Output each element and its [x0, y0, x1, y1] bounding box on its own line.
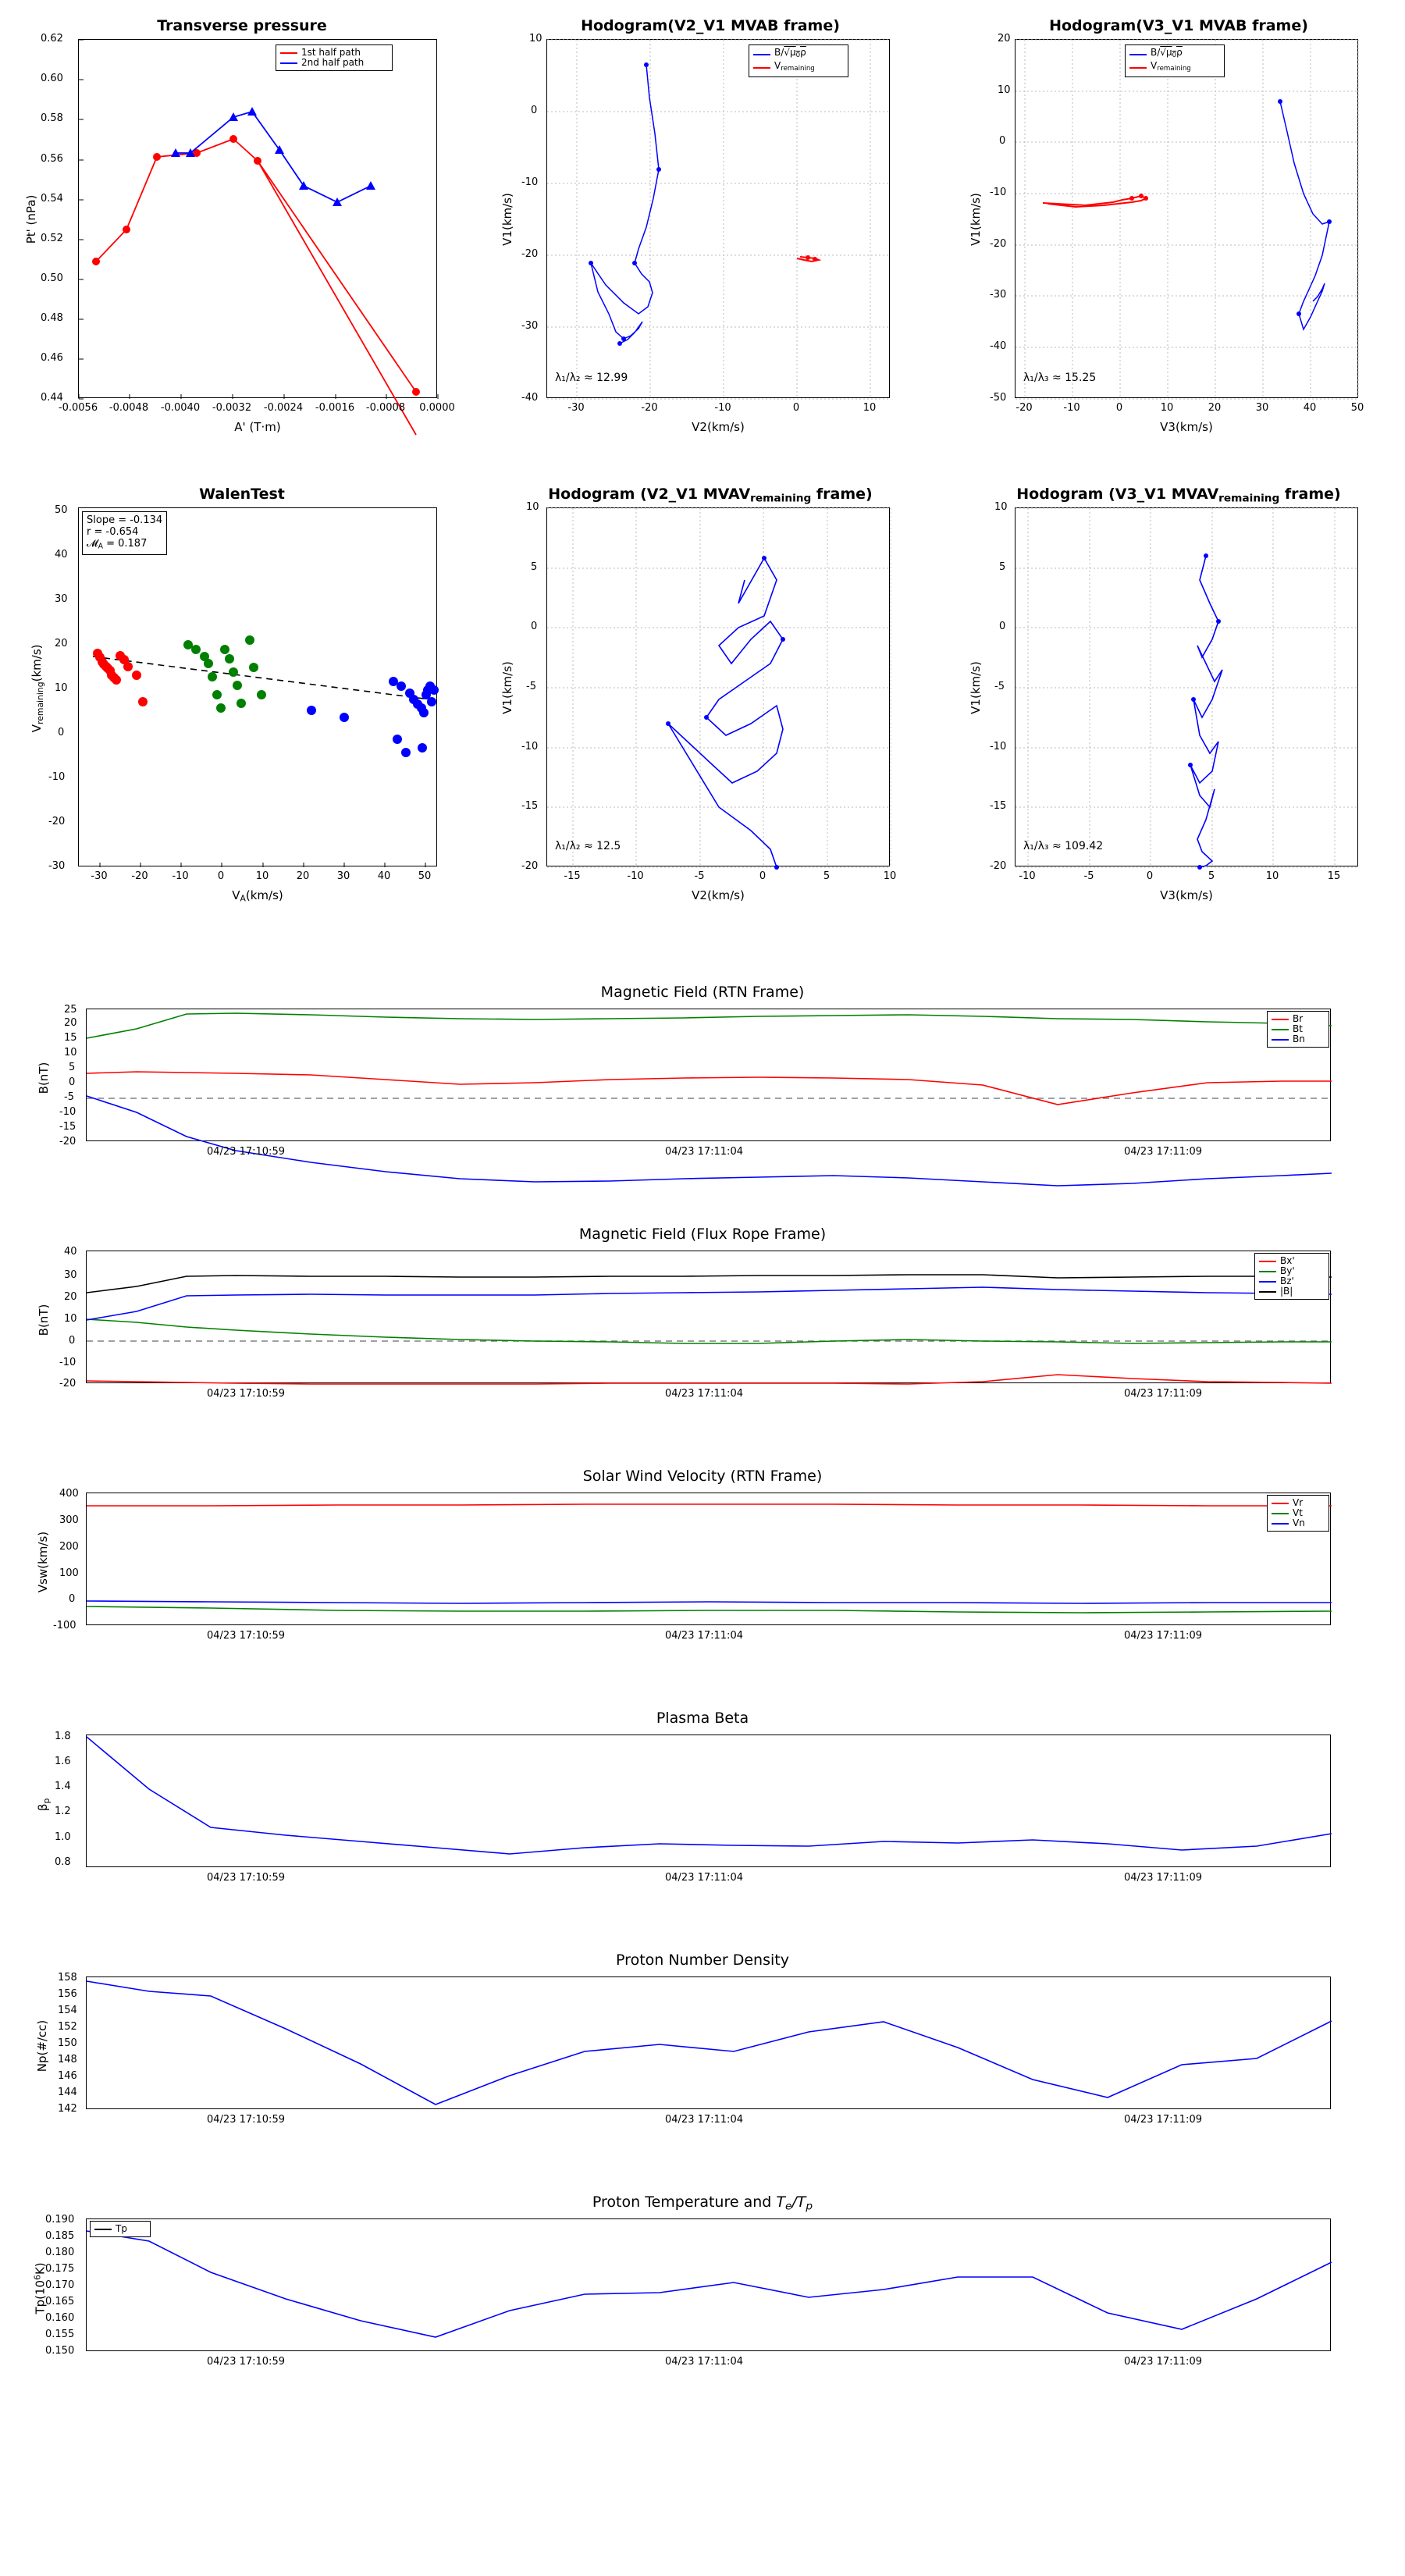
- x-tick: -10: [1063, 402, 1080, 414]
- y-tick: 0.46: [41, 352, 63, 364]
- y-tick: -20: [59, 1136, 76, 1147]
- y-tick: 1.0: [55, 1831, 71, 1843]
- panel-title: Hodogram(V3_V1 MVAB frame): [1049, 17, 1308, 34]
- walen-test-plot: [79, 508, 438, 867]
- proton-number-density-plot: [87, 1977, 1332, 2110]
- panel-transverse-pressure: [0, 0, 468, 453]
- x-tick: 15: [1327, 870, 1341, 882]
- x-tick: 04/23 17:11:04: [665, 1872, 743, 1884]
- y-axis-label: V1(km/s): [969, 661, 983, 714]
- x-tick: -30: [91, 870, 108, 882]
- panel-title: Magnetic Field (RTN Frame): [600, 984, 805, 1001]
- y-axis-label: $\beta_p$: [36, 1798, 52, 1812]
- plot-area: [86, 2218, 1331, 2351]
- plot-area: [86, 1251, 1331, 1383]
- y-tick: 40: [64, 1246, 77, 1258]
- legend-swatch-red: [753, 67, 770, 69]
- legend: [749, 44, 848, 77]
- y-tick: 0.185: [45, 2230, 75, 2242]
- y-tick: -20: [48, 816, 66, 827]
- x-tick: 04/23 17:11:09: [1124, 1388, 1202, 1400]
- x-tick: 04/23 17:10:59: [207, 2114, 285, 2126]
- panel-title: Proton Temperature and $T_e/T_p$: [592, 2194, 813, 2213]
- plot-area: [1015, 507, 1358, 866]
- x-tick: 40: [1303, 402, 1317, 414]
- y-tick: 0.50: [41, 272, 63, 284]
- x-tick: -0.0048: [108, 402, 149, 414]
- y-tick: 5: [531, 561, 538, 573]
- panel-hodogram-v3v1-mvav: [937, 468, 1405, 921]
- y-tick: 1.2: [55, 1806, 71, 1817]
- y-tick: 156: [58, 1988, 77, 2000]
- x-tick: 04/23 17:11:04: [665, 1146, 743, 1158]
- y-tick: -15: [521, 800, 539, 812]
- y-tick: 30: [64, 1269, 77, 1281]
- y-tick: -30: [990, 289, 1007, 301]
- legend-swatch-vr: [1272, 1503, 1289, 1504]
- y-tick: 146: [58, 2070, 77, 2082]
- legend-item: [1129, 48, 1220, 61]
- y-tick: 10: [529, 33, 542, 44]
- x-tick: 0: [1115, 402, 1123, 414]
- y-tick: -10: [521, 741, 539, 753]
- y-tick: -10: [521, 176, 539, 188]
- legend-label: By': [1280, 1265, 1295, 1276]
- y-tick: 0.170: [45, 2279, 75, 2291]
- x-tick: 30: [1255, 402, 1269, 414]
- legend-swatch-vt: [1272, 1513, 1289, 1514]
- panel-title: Hodogram(V2_V1 MVAB frame): [581, 17, 840, 34]
- y-tick: -30: [48, 860, 66, 872]
- hodogram-v3v1-mvab-plot: [1016, 40, 1359, 399]
- legend-swatch-by: [1259, 1271, 1276, 1272]
- y-tick: 148: [58, 2054, 77, 2065]
- y-tick: 0.150: [45, 2345, 75, 2357]
- x-tick: 04/23 17:10:59: [207, 1146, 285, 1158]
- y-tick: 150: [58, 2037, 77, 2049]
- panel-title: Magnetic Field (Flux Rope Frame): [578, 1226, 827, 1243]
- y-axis-label: Np(#/cc): [35, 2019, 49, 2073]
- y-tick: -15: [59, 1121, 76, 1133]
- plot-area: [1015, 39, 1358, 398]
- x-tick: -10: [627, 870, 644, 882]
- hodogram-v2v1-mvab-plot: [547, 40, 891, 399]
- legend-label: $V_{remaining}$: [1151, 60, 1191, 73]
- legend-label: $B/√\mu_0\rho$: [774, 47, 806, 60]
- x-tick: 40: [377, 870, 391, 882]
- y-tick: 144: [58, 2087, 77, 2098]
- proton-temperature-plot: [87, 2219, 1332, 2352]
- y-tick: 400: [59, 1488, 79, 1500]
- legend-item: [280, 58, 388, 68]
- y-tick: 15: [64, 1032, 77, 1044]
- y-tick: 20: [64, 1017, 77, 1029]
- x-axis-label: $V_A(km/s)$: [232, 888, 283, 904]
- panel-title: Transverse pressure: [157, 17, 327, 34]
- x-tick: 0: [759, 870, 767, 882]
- x-tick: 50: [418, 870, 432, 882]
- legend: [90, 2221, 151, 2237]
- y-tick: -20: [990, 860, 1007, 872]
- y-tick: -10: [59, 1357, 76, 1368]
- x-axis-label: V3(km/s): [1160, 888, 1213, 902]
- legend-label: Bz': [1280, 1276, 1294, 1286]
- legend-label: |B|: [1280, 1286, 1293, 1297]
- y-tick: 0.165: [45, 2296, 75, 2307]
- y-tick: 30: [55, 593, 68, 605]
- legend-label: Bn: [1293, 1034, 1305, 1044]
- x-tick: -10: [1019, 870, 1036, 882]
- y-axis-label: V1(km/s): [500, 193, 514, 246]
- legend-item: [1272, 1034, 1325, 1044]
- x-tick: 10: [863, 402, 877, 414]
- x-tick: -20: [1016, 402, 1033, 414]
- plot-area: [546, 507, 890, 866]
- y-tick: 1.6: [55, 1756, 71, 1767]
- plasma-beta-plot: [87, 1735, 1332, 1868]
- legend-swatch-blue: [1129, 54, 1147, 55]
- y-tick: 5: [69, 1062, 76, 1073]
- y-tick: 0: [999, 621, 1006, 632]
- eigenvalue-ratio-annotation: λ₁/λ₂ ≈ 12.99: [555, 372, 628, 384]
- y-tick: 0: [69, 1076, 76, 1088]
- legend-item: [94, 2224, 146, 2234]
- x-tick: -15: [564, 870, 581, 882]
- x-tick: -5: [1083, 870, 1094, 882]
- x-tick: 04/23 17:10:59: [207, 2356, 285, 2368]
- x-tick: 04/23 17:11:09: [1124, 2114, 1202, 2126]
- eigenvalue-ratio-annotation: λ₁/λ₃ ≈ 15.25: [1023, 372, 1097, 384]
- y-tick: 20: [64, 1291, 77, 1303]
- x-tick: 04/23 17:11:09: [1124, 1630, 1202, 1642]
- y-tick: 0: [69, 1335, 76, 1347]
- plot-area: [86, 1493, 1331, 1625]
- y-axis-label: Vsw(km/s): [36, 1531, 50, 1593]
- x-tick: 04/23 17:11:09: [1124, 1872, 1202, 1884]
- y-tick: 0.180: [45, 2247, 75, 2258]
- panel-solar-wind-velocity: [0, 1460, 1405, 1678]
- x-axis-label: V2(km/s): [692, 888, 745, 902]
- y-tick: 25: [64, 1004, 77, 1016]
- x-tick: -0.0008: [365, 402, 406, 414]
- x-axis-label: V3(km/s): [1160, 420, 1213, 434]
- x-tick: -10: [714, 402, 731, 414]
- y-tick: 10: [64, 1047, 77, 1059]
- y-tick: 0: [999, 135, 1006, 147]
- legend-item: [753, 61, 844, 74]
- legend-swatch-red: [280, 52, 297, 54]
- plot-area: [86, 1976, 1331, 2109]
- x-tick: 04/23 17:11:04: [665, 1388, 743, 1400]
- y-axis-label: Pt' (nPa): [24, 194, 38, 244]
- y-tick: 10: [55, 682, 68, 694]
- plot-area: [86, 1735, 1331, 1867]
- plot-area: [86, 1009, 1331, 1141]
- legend-item: [1272, 1518, 1325, 1528]
- y-tick: 0.52: [41, 233, 63, 244]
- legend: [1125, 44, 1225, 77]
- panel-title: Solar Wind Velocity (RTN Frame): [582, 1468, 823, 1485]
- x-tick: 04/23 17:10:59: [207, 1630, 285, 1642]
- x-axis-label: V2(km/s): [692, 420, 745, 434]
- panel-hodogram-v2v1-mvav: [468, 468, 937, 921]
- y-tick: 40: [55, 549, 68, 560]
- x-tick: 0: [792, 402, 800, 414]
- y-tick: -15: [990, 800, 1007, 812]
- x-tick: -0.0056: [58, 402, 98, 414]
- walen-stats-box: [82, 511, 167, 555]
- solar-wind-velocity-plot: [87, 1493, 1332, 1626]
- x-tick: -0.0024: [263, 402, 304, 414]
- y-tick: 0.48: [41, 312, 63, 324]
- x-tick: 5: [823, 870, 831, 882]
- y-tick: 100: [59, 1567, 79, 1579]
- y-tick: 154: [58, 2005, 77, 2016]
- panel-plasma-beta: [0, 1702, 1405, 1920]
- x-axis-label: A' (T·m): [234, 420, 281, 434]
- y-tick: 0: [58, 727, 65, 738]
- x-tick: 5: [1208, 870, 1215, 882]
- panel-proton-temperature: [0, 2186, 1405, 2420]
- x-tick: 04/23 17:10:59: [207, 1388, 285, 1400]
- hodogram-v3v1-mvav-plot: [1016, 508, 1359, 867]
- x-tick: 20: [296, 870, 310, 882]
- legend-swatch-bx: [1259, 1261, 1276, 1262]
- legend-label: Vt: [1293, 1507, 1303, 1518]
- panel-magnetic-field-rtn: [0, 976, 1405, 1194]
- panel-title: Hodogram (V2_V1 $MVAV_{remaining}$ frame): [548, 486, 873, 505]
- y-axis-label: B(nT): [37, 1304, 51, 1336]
- y-axis-label: V1(km/s): [500, 661, 514, 714]
- y-tick: 0.8: [55, 1856, 71, 1868]
- y-tick: 20: [55, 638, 68, 649]
- y-tick: -10: [59, 1106, 76, 1118]
- y-tick: -30: [521, 320, 539, 332]
- y-tick: -5: [526, 681, 536, 692]
- y-tick: 0: [531, 105, 538, 116]
- y-tick: 0.60: [41, 73, 63, 84]
- x-tick: 04/23 17:11:04: [665, 1630, 743, 1642]
- y-tick: 200: [59, 1541, 79, 1553]
- legend-swatch-tp: [94, 2229, 112, 2230]
- hodogram-v2v1-mvav-plot: [547, 508, 891, 867]
- legend-label: $V_{remaining}$: [774, 60, 815, 73]
- mach-number-value: 𝓜$_A$ = 0.187: [87, 538, 148, 551]
- y-tick: 0.190: [45, 2214, 75, 2226]
- y-tick: -40: [990, 340, 1007, 352]
- y-tick: 158: [58, 1972, 77, 1984]
- legend-swatch-blue: [753, 54, 770, 55]
- x-tick: 0.0000: [419, 402, 455, 414]
- y-tick: -100: [53, 1620, 76, 1631]
- legend-swatch-blue: [280, 62, 297, 64]
- y-tick: 300: [59, 1514, 79, 1526]
- y-tick: 1.8: [55, 1731, 71, 1742]
- x-tick: 0: [217, 870, 225, 882]
- legend-label: $B/√\mu_0\rho$: [1151, 47, 1183, 60]
- y-tick: -20: [990, 238, 1007, 250]
- panel-title: WalenTest: [199, 486, 285, 503]
- panel-title: Plasma Beta: [656, 1710, 749, 1727]
- y-tick: 0.58: [41, 112, 63, 124]
- x-tick: -20: [131, 870, 148, 882]
- x-tick: 04/23 17:11:09: [1124, 2356, 1202, 2368]
- legend-item: [1259, 1286, 1325, 1297]
- y-axis-label: V1(km/s): [969, 193, 983, 246]
- legend: [1267, 1011, 1329, 1048]
- legend-swatch-bz: [1259, 1281, 1276, 1283]
- x-tick: -0.0016: [315, 402, 355, 414]
- x-tick: -5: [694, 870, 705, 882]
- legend-swatch-bn: [1272, 1039, 1289, 1041]
- y-tick: -10: [48, 771, 66, 783]
- x-tick: 10: [255, 870, 269, 882]
- y-tick: 0.62: [41, 33, 63, 44]
- eigenvalue-ratio-annotation: λ₁/λ₂ ≈ 12.5: [555, 840, 621, 852]
- y-axis-label: $V_{remaining}(km/s)$: [30, 644, 45, 733]
- slope-value: Slope = -0.134: [87, 514, 163, 526]
- y-tick: 0.175: [45, 2263, 75, 2275]
- plot-area: [546, 39, 890, 398]
- y-axis-label: $Tp(10^6K)$: [32, 2262, 48, 2314]
- y-tick: -20: [521, 248, 539, 260]
- plot-area: [78, 507, 437, 866]
- legend-label: Tp: [116, 2223, 127, 2234]
- x-tick: 20: [1208, 402, 1222, 414]
- magnetic-field-rtn-plot: [87, 1009, 1332, 1142]
- panel-title: Hodogram (V3_V1 $MVAV_{remaining}$ frame): [1016, 486, 1341, 505]
- y-tick: 142: [58, 2103, 77, 2115]
- panel-hodogram-v2v1-mvab: [468, 0, 937, 453]
- x-tick: 50: [1350, 402, 1364, 414]
- x-tick: -0.0040: [160, 402, 201, 414]
- panel-magnetic-field-flux-rope: [0, 1218, 1405, 1436]
- y-tick: 50: [55, 504, 68, 516]
- x-tick: -10: [172, 870, 189, 882]
- legend-item: [1129, 61, 1220, 74]
- legend-label: Vr: [1293, 1497, 1304, 1508]
- x-tick: -30: [567, 402, 585, 414]
- y-axis-label: B(nT): [37, 1062, 51, 1094]
- x-tick: 10: [883, 870, 897, 882]
- x-tick: 04/23 17:11:04: [665, 2356, 743, 2368]
- legend-label: Br: [1293, 1013, 1304, 1024]
- y-tick: -20: [59, 1378, 76, 1389]
- legend: [276, 44, 393, 71]
- y-tick: -10: [990, 741, 1007, 753]
- legend-label: Bt: [1293, 1023, 1303, 1034]
- x-tick: 0: [1146, 870, 1154, 882]
- y-tick: -40: [521, 392, 539, 404]
- y-tick: -50: [990, 392, 1007, 404]
- x-tick: -0.0032: [212, 402, 252, 414]
- y-tick: -10: [990, 187, 1007, 198]
- y-tick: 5: [999, 561, 1006, 573]
- correlation-value: r = -0.654: [87, 526, 139, 538]
- legend-swatch-red: [1129, 67, 1147, 69]
- x-tick: -20: [641, 402, 658, 414]
- panel-proton-number-density: [0, 1944, 1405, 2162]
- legend-swatch-vn: [1272, 1523, 1289, 1525]
- legend-label: 2nd half path: [301, 57, 365, 68]
- y-tick: 20: [998, 33, 1011, 44]
- legend-label: Vn: [1293, 1517, 1305, 1528]
- y-tick: 0.56: [41, 153, 63, 165]
- y-tick: -5: [994, 681, 1005, 692]
- legend-swatch-br: [1272, 1019, 1289, 1020]
- y-tick: 0.160: [45, 2312, 75, 2324]
- magnetic-field-flux-rope-plot: [87, 1251, 1332, 1384]
- panel-title: Proton Number Density: [616, 1952, 789, 1969]
- legend-item: [753, 48, 844, 61]
- y-tick: 152: [58, 2021, 77, 2033]
- y-tick: 10: [994, 501, 1008, 513]
- legend-label: 1st half path: [301, 47, 361, 58]
- transverse-pressure-plot: [79, 40, 438, 399]
- y-tick: -5: [64, 1091, 74, 1103]
- x-tick: 04/23 17:11:09: [1124, 1146, 1202, 1158]
- plot-area: [78, 39, 437, 398]
- legend-swatch-bt: [1272, 1029, 1289, 1030]
- y-tick: 10: [998, 84, 1011, 96]
- x-tick: 04/23 17:10:59: [207, 1872, 285, 1884]
- y-tick: 0: [531, 621, 538, 632]
- legend: [1254, 1253, 1329, 1300]
- x-tick: 30: [336, 870, 350, 882]
- y-tick: 0.54: [41, 193, 63, 205]
- y-tick: 1.4: [55, 1781, 71, 1792]
- y-tick: -20: [521, 860, 539, 872]
- panel-hodogram-v3v1-mvab: [937, 0, 1405, 453]
- legend-swatch-bmag: [1259, 1291, 1276, 1293]
- x-tick: 10: [1160, 402, 1174, 414]
- y-tick: 0.44: [41, 392, 63, 404]
- legend: [1267, 1495, 1329, 1532]
- eigenvalue-ratio-annotation: λ₁/λ₃ ≈ 109.42: [1023, 840, 1104, 852]
- legend-label: Bx': [1280, 1255, 1295, 1266]
- y-tick: 10: [64, 1313, 77, 1325]
- y-tick: 0.155: [45, 2329, 75, 2340]
- x-tick: 04/23 17:11:04: [665, 2114, 743, 2126]
- panel-walen-test: [0, 468, 468, 921]
- y-tick: 0: [69, 1593, 76, 1605]
- y-tick: 10: [526, 501, 539, 513]
- x-tick: 10: [1265, 870, 1279, 882]
